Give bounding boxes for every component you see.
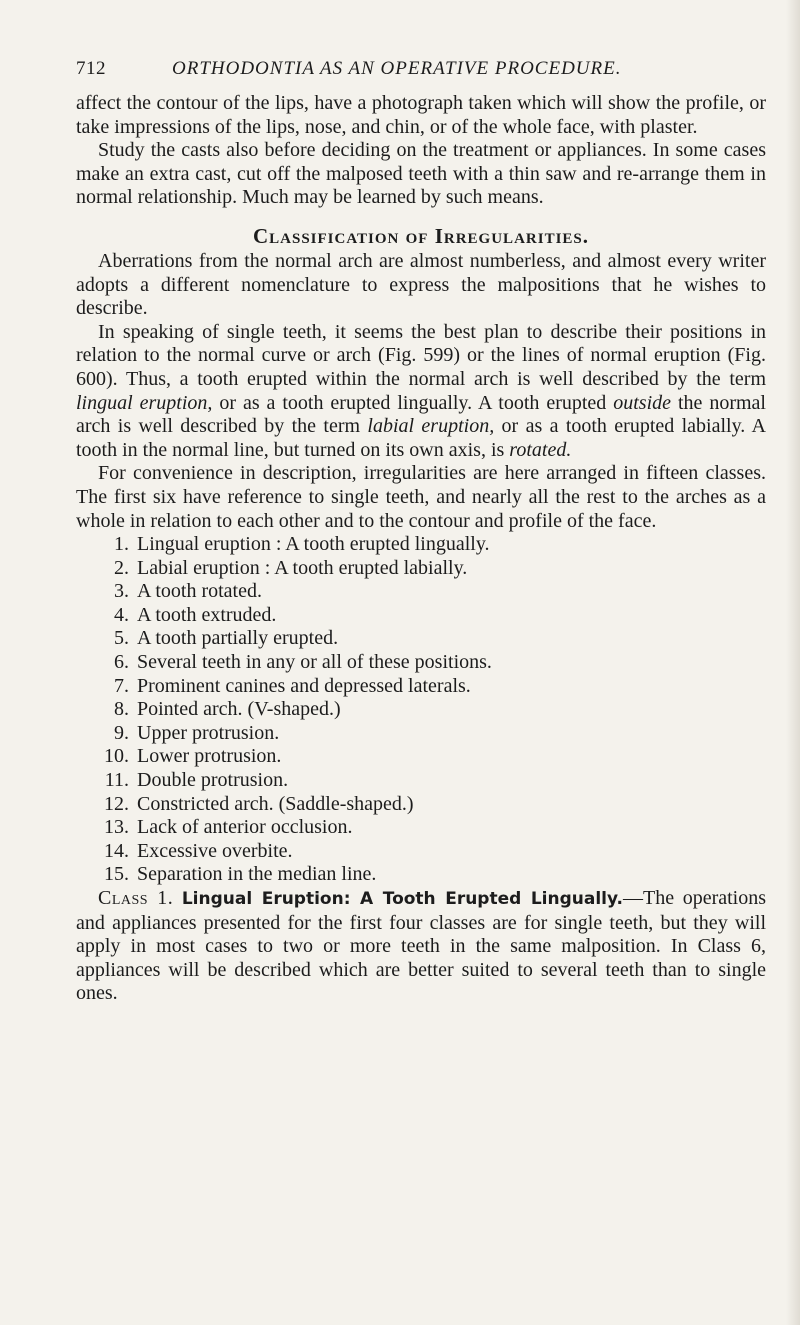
- paragraph-study-casts: Study the casts also before deciding on the treatment or appliances. In some cases make an extra cast, cut off the malposed teeth with a thin saw and re-arrange them in normal relationship. Much may be learned by such means.: [76, 139, 766, 209]
- item-text: Labial eruption : A tooth erupted labially.: [137, 556, 468, 579]
- section-heading: Classification of Irregularities.: [252, 223, 590, 248]
- list-item: [98, 722, 766, 746]
- item-text: Constricted arch. (Saddle-shaped.): [137, 792, 414, 815]
- list-item: [98, 675, 766, 699]
- list-item: [98, 769, 766, 793]
- item-number: 4.: [114, 603, 129, 626]
- list-item: [98, 698, 766, 722]
- book-page: [76, 58, 766, 1006]
- item-number: 8.: [114, 698, 129, 721]
- page-number: 712: [76, 58, 106, 79]
- item-number: 3.: [114, 580, 129, 603]
- list-item: [98, 840, 766, 864]
- item-number: 15.: [104, 863, 129, 886]
- list-item: [98, 816, 766, 840]
- item-number: 5.: [114, 627, 129, 650]
- list-item: [98, 651, 766, 675]
- list-item: [98, 533, 766, 557]
- body-text: [76, 92, 766, 1006]
- running-head: [76, 58, 766, 92]
- list-item: [98, 793, 766, 817]
- text-run: or as a tooth erupted lingually. A tooth erupted: [212, 391, 614, 414]
- class-title: Lingual Eruption: A Tooth Erupted Lingually.: [181, 889, 623, 909]
- text-run: the normal arch is well described by the term: [76, 391, 766, 438]
- list-item: [98, 627, 766, 651]
- item-text: Upper protrusion.: [137, 721, 280, 744]
- paragraph-continued: affect the contour of the lips, have a photograph taken which will show the profile, or take impressions of the lips, nose, and chin, or of the whole face, with plaster.: [76, 92, 766, 138]
- item-text: Lingual eruption : A tooth erupted lingually.: [137, 533, 490, 556]
- list-item: [98, 557, 766, 581]
- item-text: Excessive overbite.: [137, 839, 293, 862]
- item-text: A tooth extruded.: [137, 603, 277, 626]
- page-edge-shadow: [786, 0, 800, 1325]
- item-number: 13.: [104, 816, 129, 839]
- paragraph-fifteen-classes: For convenience in description, irregularities are here arranged in fifteen classes. The first six have reference to single teeth, and nearly all the rest to the arches as a whole in relation to each other and to the contour and profile of the face.: [76, 462, 766, 532]
- running-title: ORTHODONTIA AS AN OPERATIVE PROCEDURE.: [172, 58, 622, 79]
- item-text: Several teeth in any or all of these positions.: [137, 651, 492, 674]
- item-text: Pointed arch. (V-shaped.): [137, 698, 341, 721]
- italic-term: labial eruption,: [367, 415, 495, 438]
- item-text: A tooth rotated.: [137, 580, 262, 603]
- italic-term: lingual eruption,: [76, 391, 213, 414]
- item-number: 6.: [114, 651, 129, 674]
- item-text: Double protrusion.: [137, 769, 289, 792]
- class-label: Class 1.: [98, 887, 174, 909]
- item-number: 9.: [114, 721, 129, 744]
- item-number: 11.: [104, 769, 129, 792]
- text-run: or as a tooth erupted labially. A tooth in the normal line, but turned on its own axis, is: [76, 415, 766, 461]
- item-number: 1.: [114, 533, 129, 556]
- item-text: Lower protrusion.: [137, 745, 282, 768]
- item-number: 7.: [114, 674, 129, 697]
- item-text: Lack of anterior occlusion.: [137, 816, 353, 839]
- item-text: Separation in the median line.: [137, 863, 377, 886]
- class-text: —The operations and appliances presented for the first four classes are for single teeth, but they will apply in most cases to two or more teeth in the same malposition. In Class 6, appliances will be described which are better suited to several teeth than to single ones.: [76, 887, 767, 1005]
- list-item: [98, 745, 766, 769]
- text-run: In speaking of single teeth, it seems the best plan to describe their positions in relation to the normal curve or arch (Fig. 599) or the lines of normal eruption (Fig. 600). Thus, a tooth erupted within the normal arch is well described by the term: [76, 320, 766, 390]
- italic-term: rotated.: [509, 438, 572, 461]
- list-item: [98, 580, 766, 604]
- classification-list: [76, 533, 766, 887]
- item-number: 10.: [104, 745, 129, 768]
- item-number: 2.: [114, 556, 129, 579]
- item-text: Prominent canines and depressed laterals.: [137, 674, 471, 697]
- item-number: 14.: [104, 839, 129, 862]
- paragraph-class-1: [76, 887, 766, 1006]
- paragraph-aberrations: Aberrations from the normal arch are almost numberless, and almost every writer adopts a different nomenclature to express the malpositions that he wishes to describe.: [76, 249, 766, 320]
- italic-term: outside: [613, 391, 672, 414]
- item-text: A tooth partially erupted.: [137, 627, 339, 650]
- paragraph-single-teeth: [76, 321, 766, 463]
- list-item: [98, 863, 766, 887]
- list-item: [98, 604, 766, 628]
- item-number: 12.: [104, 792, 129, 815]
